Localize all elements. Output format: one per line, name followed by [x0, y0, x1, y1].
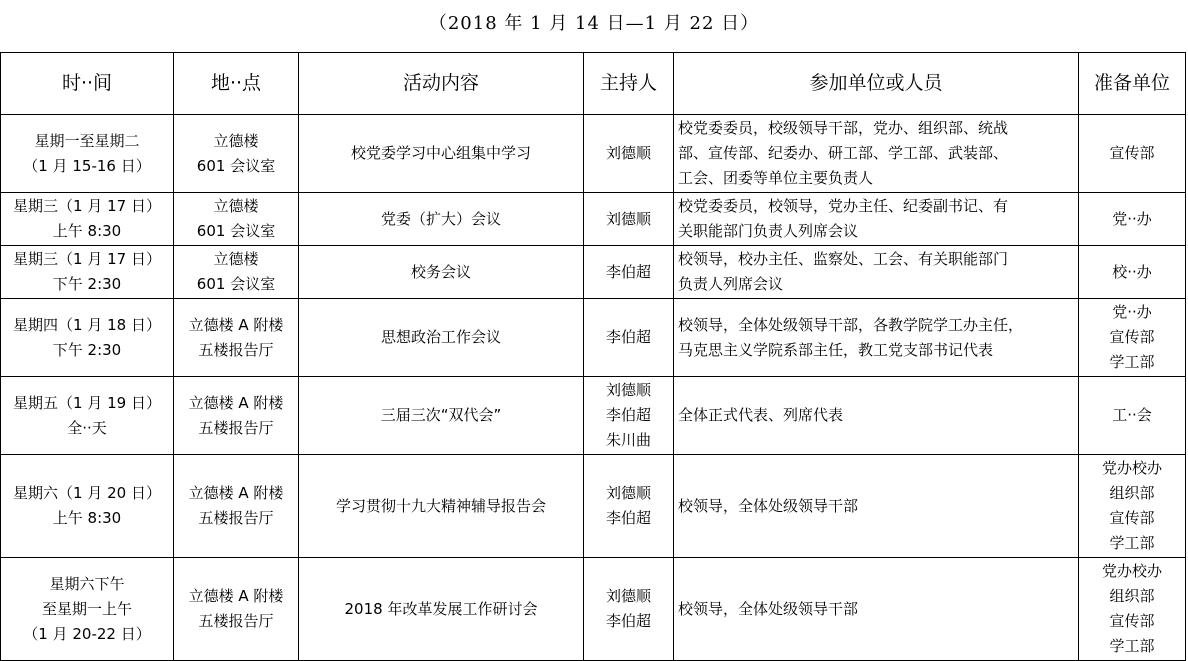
cell-content-line: 校党委学习中心组集中学习 — [350, 144, 531, 162]
cell-place-line: 五楼报告厅 — [198, 612, 274, 630]
cell-place-line: 立德楼 — [213, 250, 259, 268]
cell-content — [299, 115, 584, 193]
cell-host-line: 刘德顺 — [605, 484, 651, 502]
cell-time — [1, 377, 174, 455]
cell-host-line: 刘德顺 — [605, 587, 651, 605]
cell-content-line: 校务会议 — [410, 262, 471, 281]
cell-time — [1, 299, 174, 377]
cell-place — [174, 115, 299, 193]
cell-content — [299, 558, 584, 661]
cell-host-line: 朱川曲 — [605, 431, 651, 449]
cell-host-line: 李伯超 — [605, 406, 651, 424]
cell-prep — [1079, 115, 1186, 193]
cell-participants-line: 校党委委员，校级领导干部，党办、组织部、统战 — [678, 119, 1009, 137]
cell-prep-line: 工··会 — [1112, 406, 1152, 424]
cell-participants-line: 马克思主义学院系部主任，教工党支部书记代表 — [678, 340, 994, 359]
cell-content-line: 党委（扩大）会议 — [380, 209, 501, 228]
cell-participants — [674, 193, 1079, 246]
cell-prep-line: 党办校办 — [1101, 562, 1162, 580]
cell-participants-line: 校领导，校办主任、监察处、工会、有关职能部门 — [678, 250, 1009, 268]
cell-time-line: 星期三（1 月 17 日） — [13, 197, 161, 215]
cell-place-line: 立德楼 A 附楼 — [188, 587, 284, 605]
cell-participants — [674, 246, 1079, 299]
date-range: （2018 年 1 月 14 日—1 月 22 日） — [428, 13, 760, 34]
header-host: 主持人 — [584, 53, 674, 115]
cell-prep-line: 宣传部 — [1109, 328, 1155, 346]
cell-time-line: 上午 8:30 — [52, 509, 122, 527]
cell-prep-line: 党··办 — [1112, 209, 1152, 228]
header-participants: 参加单位或人员 — [674, 53, 1079, 115]
cell-content — [299, 193, 584, 246]
cell-host — [584, 558, 674, 661]
cell-time-line: 星期六（1 月 20 日） — [13, 484, 161, 502]
cell-content-line: 三届三次“双代会” — [380, 406, 502, 424]
cell-participants-line: 校领导，全体处级领导干部 — [678, 599, 859, 618]
cell-host — [584, 246, 674, 299]
cell-place-line: 五楼报告厅 — [198, 509, 274, 527]
cell-host-line: 李伯超 — [605, 612, 651, 630]
cell-participants-line: 关职能部门负责人列席会议 — [678, 222, 859, 240]
cell-time-line: 星期六下午 — [49, 574, 125, 593]
cell-time-line: 下午 2:30 — [52, 340, 122, 359]
header-time: 时··间 — [1, 53, 174, 115]
cell-host — [584, 193, 674, 246]
cell-time — [1, 115, 174, 193]
cell-place-line: 601 会议室 — [196, 222, 276, 240]
cell-prep-line: 党··办 — [1112, 303, 1152, 321]
cell-prep — [1079, 299, 1186, 377]
cell-time — [1, 558, 174, 661]
cell-place-line: 五楼报告厅 — [198, 418, 274, 437]
cell-host — [584, 299, 674, 377]
header-place: 地··点 — [174, 53, 299, 115]
cell-host-line: 刘德顺 — [605, 144, 651, 162]
cell-place — [174, 193, 299, 246]
cell-host-line: 李伯超 — [605, 262, 651, 281]
cell-prep — [1079, 246, 1186, 299]
cell-time-line: 星期三（1 月 17 日） — [13, 250, 161, 268]
cell-host — [584, 377, 674, 455]
cell-content — [299, 377, 584, 455]
cell-participants-line: 校党委委员，校领导，党办主任、纪委副书记、有 — [678, 197, 1009, 215]
header-content: 活动内容 — [299, 53, 584, 115]
cell-time — [1, 246, 174, 299]
table-row — [1, 115, 1186, 193]
schedule-body — [1, 115, 1186, 661]
cell-prep-line: 宣传部 — [1109, 509, 1155, 527]
cell-prep-line: 校··办 — [1112, 262, 1152, 281]
cell-content — [299, 455, 584, 558]
cell-place-line: 立德楼 A 附楼 — [188, 315, 284, 334]
cell-content — [299, 299, 584, 377]
cell-prep-line: 党办校办 — [1101, 459, 1162, 477]
table-row — [1, 193, 1186, 246]
table-row — [1, 246, 1186, 299]
cell-content — [299, 246, 584, 299]
table-row — [1, 455, 1186, 558]
cell-content-line: 2018 年改革发展工作研讨会 — [344, 599, 538, 618]
cell-host-line: 李伯超 — [605, 328, 651, 346]
cell-place — [174, 455, 299, 558]
cell-place-line: 601 会议室 — [196, 275, 276, 293]
cell-prep-line: 学工部 — [1109, 353, 1155, 371]
cell-prep-line: 学工部 — [1109, 637, 1155, 655]
cell-time-line: 下午 2:30 — [52, 275, 122, 293]
cell-host-line: 李伯超 — [605, 509, 651, 527]
cell-time-line: 星期一至星期二 — [34, 131, 140, 150]
cell-participants-line: 校领导，全体处级领导干部 — [678, 496, 859, 515]
cell-place — [174, 558, 299, 661]
cell-participants — [674, 299, 1079, 377]
cell-host — [584, 455, 674, 558]
table-row — [1, 299, 1186, 377]
cell-time-line: 全··天 — [67, 418, 107, 437]
cell-prep — [1079, 455, 1186, 558]
cell-time-line: 至星期一上午 — [41, 599, 132, 618]
cell-participants-line: 负责人列席会议 — [678, 275, 784, 293]
cell-participants-line: 工会、团委等单位主要负责人 — [678, 169, 874, 187]
cell-host — [584, 115, 674, 193]
cell-time — [1, 193, 174, 246]
schedule-table — [0, 52, 1186, 661]
cell-prep-line: 组织部 — [1109, 484, 1155, 502]
cell-participants — [674, 558, 1079, 661]
cell-place-line: 五楼报告厅 — [198, 340, 274, 359]
cell-place-line: 601 会议室 — [196, 156, 276, 175]
cell-content-line: 思想政治工作会议 — [380, 328, 501, 346]
table-header-row — [1, 53, 1186, 115]
cell-prep — [1079, 377, 1186, 455]
cell-host-line: 刘德顺 — [605, 381, 651, 399]
cell-participants — [674, 377, 1079, 455]
cell-prep — [1079, 558, 1186, 661]
cell-prep-line: 宣传部 — [1109, 612, 1155, 630]
cell-prep-line: 学工部 — [1109, 534, 1155, 552]
cell-participants-line: 部、宣传部、纪委办、研工部、学工部、武装部、 — [678, 144, 1009, 162]
cell-place-line: 立德楼 — [213, 197, 259, 215]
cell-place-line: 立德楼 A 附楼 — [188, 393, 284, 412]
header-prep: 准备单位 — [1079, 53, 1186, 115]
cell-place-line: 立德楼 A 附楼 — [188, 484, 284, 502]
cell-time-line: 星期五（1 月 19 日） — [13, 393, 161, 412]
table-row — [1, 558, 1186, 661]
cell-participants — [674, 455, 1079, 558]
cell-participants-line: 全体正式代表、列席代表 — [678, 406, 844, 424]
cell-time-line: （1 月 15-16 日） — [23, 156, 151, 175]
cell-host-line: 刘德顺 — [605, 209, 651, 228]
cell-place — [174, 299, 299, 377]
cell-prep-line: 宣传部 — [1109, 144, 1155, 162]
cell-place — [174, 246, 299, 299]
cell-content-line: 学习贯彻十九大精神辅导报告会 — [335, 496, 546, 515]
cell-prep — [1079, 193, 1186, 246]
cell-place-line: 立德楼 — [213, 131, 259, 150]
cell-participants — [674, 115, 1079, 193]
cell-time-line: 上午 8:30 — [52, 222, 122, 240]
cell-time-line: 星期四（1 月 18 日） — [13, 315, 161, 334]
table-row — [1, 377, 1186, 455]
cell-place — [174, 377, 299, 455]
cell-participants-line: 校领导，全体处级领导干部，各教学院学工办主任， — [678, 315, 1024, 334]
cell-time — [1, 455, 174, 558]
cell-time-line: （1 月 20-22 日） — [23, 624, 151, 643]
cell-prep-line: 组织部 — [1109, 587, 1155, 605]
